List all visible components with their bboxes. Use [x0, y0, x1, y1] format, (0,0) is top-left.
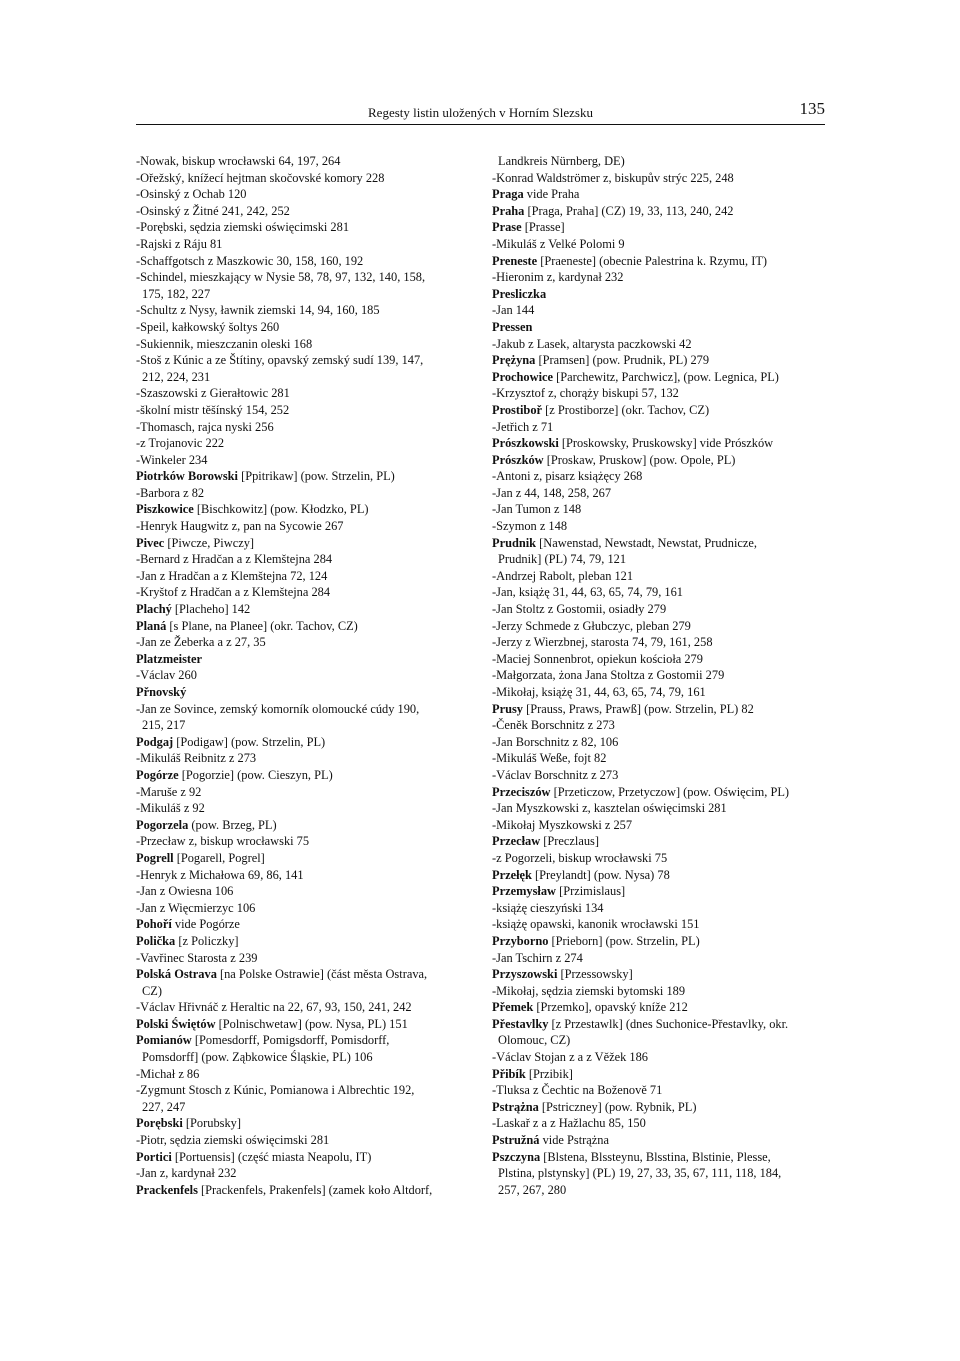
index-entry-line [136, 1165, 476, 1182]
index-headword: Praga [492, 187, 524, 202]
index-entry-line [136, 485, 476, 502]
index-entry-text: [Proskowsky, Pruskowsky] vide Prószków [558, 436, 774, 451]
index-entry-text: (pow. Brzeg, PL) [188, 817, 277, 832]
index-entry-line [136, 551, 476, 568]
index-entry-text: -Jan 144 [492, 303, 535, 318]
index-entry-text: -Mikuláš z Velké Polomi 9 [492, 236, 625, 251]
index-entry-text: -Stoš z Kúnic a ze Štítiny, opavský zemský sudí 139, 147, [136, 353, 424, 368]
index-entry-line [136, 435, 476, 452]
index-entry-line [136, 286, 476, 303]
index-entry-text: Landkreis Nürnberg, DE) [498, 154, 625, 168]
index-headword-line [492, 352, 832, 369]
index-entry-text: [Blstena, Blssteynu, Blsstina, Blstinie, Plesse, [540, 1149, 771, 1164]
index-entry-line [136, 634, 476, 651]
index-headword-line [492, 883, 832, 900]
index-entry-text: [Placheho] 142 [171, 602, 251, 617]
index-headword: Pszczyna [492, 1149, 541, 1164]
index-headword-line [492, 933, 832, 950]
index-entry-text: -Čeněk Borschnitz z 273 [492, 718, 615, 733]
index-headword-line [136, 601, 476, 618]
index-entry-text: -Maruše z 92 [136, 784, 202, 799]
index-entry-text: [z Prostiborze] (okr. Tachov, CZ) [542, 402, 710, 417]
index-entry-text: -Jerzy z Wierzbnej, starosta 74, 79, 161, 258 [492, 635, 713, 650]
index-entry-line [136, 236, 476, 253]
index-headword: Přemek [492, 1000, 534, 1015]
index-headword: Preneste [492, 253, 538, 268]
index-headword: Portici [136, 1149, 172, 1164]
index-entry-text: 227, 247 [142, 1099, 186, 1114]
index-entry-text: -Barbora z 82 [136, 485, 205, 500]
index-headword-line [136, 1149, 476, 1166]
index-headword-line [136, 734, 476, 751]
index-entry-text: -Hieronim z, kardynał 232 [492, 270, 624, 285]
index-headword: Prószkowski [492, 436, 559, 451]
index-entry-line [492, 419, 832, 436]
index-headword-line [136, 618, 476, 635]
index-entry-line [136, 253, 476, 270]
index-entry-text: -Jan Borschnitz z 82, 106 [492, 734, 619, 749]
index-headword-line [136, 501, 476, 518]
index-entry-text: 257, 267, 280 [498, 1182, 567, 1197]
index-entry-line [136, 883, 476, 900]
index-entry-line [136, 219, 476, 236]
index-entry-text: -Speil, kałkowský šoltys 260 [136, 319, 280, 334]
index-entry-line [136, 999, 476, 1016]
index-entry-text: -Mikuláš Weße, fojt 82 [492, 751, 607, 766]
index-entry-text: [Pogorzie] (pow. Cieszyn, PL) [178, 767, 333, 782]
index-headword-line [492, 1099, 832, 1116]
index-headword: Polski Świętów [136, 1016, 216, 1031]
index-entry-text: [Przeticzow, Przetyczow] (pow. Oświęcim, PL) [550, 784, 790, 799]
index-entry-text: 215, 217 [142, 718, 186, 733]
index-entry-text: -Laskař z a z Hažlachu 85, 150 [492, 1116, 646, 1131]
index-entry-text: -Szaszowski z Gierałtowic 281 [136, 386, 290, 401]
index-headword: Przeciszów [492, 784, 551, 799]
index-entry-line [492, 1082, 832, 1099]
index-entry-line [136, 336, 476, 353]
index-entry-line [136, 419, 476, 436]
index-entry-text: -Vavřinec Starosta z 239 [136, 950, 258, 965]
index-headword: Pohoří [136, 917, 172, 932]
index-entry-text: -Mikołaj, książę 31, 44, 63, 65, 74, 79, 161 [492, 685, 706, 699]
index-column-left [136, 153, 476, 1198]
index-entry-text: -książę cieszyński 134 [492, 900, 604, 915]
index-headword-line [136, 1182, 476, 1199]
index-column-right [492, 153, 832, 1198]
index-headword-line [492, 867, 832, 884]
index-entry-text: -Jan z Owiesna 106 [136, 884, 234, 899]
index-entry-line [492, 518, 832, 535]
index-entry-text: -školní mistr těšínský 154, 252 [136, 402, 290, 417]
index-entry-text: [Preylandt] (pow. Nysa) 78 [531, 867, 670, 882]
index-entry-line [136, 1082, 476, 1099]
index-entry-text: -Jan ze Sovince, zemský komorník olomoucké cúdy 190, [136, 701, 420, 716]
index-entry-text: -Jan z Hradčan a z Klemštejna 72, 124 [136, 568, 328, 583]
index-entry-line [136, 203, 476, 220]
index-entry-text: vide Praha [523, 187, 580, 202]
index-entry-line [492, 153, 832, 170]
index-entry-line [136, 1049, 476, 1066]
index-headword: Presliczka [492, 286, 547, 301]
index-headword-line [492, 186, 832, 203]
index-entry-line [136, 800, 476, 817]
index-entry-text: [Prackenfels, Prakenfels] (zamek koło Altdorf, [197, 1182, 433, 1197]
index-entry-text: 212, 224, 231 [142, 369, 211, 384]
index-entry-text: -Bernard z Hradčan a z Klemštejna 284 [136, 552, 333, 567]
index-entry-line [136, 1132, 476, 1149]
index-entry-text: -Schaffgotsch z Maszkowic 30, 158, 160, 192 [136, 253, 364, 268]
index-entry-text: -Osinský z Žitné 241, 242, 252 [136, 203, 290, 218]
index-entry-line [492, 1182, 832, 1199]
index-entry-text: -Konrad Waldströmer z, biskupův strýc 225, 248 [492, 170, 734, 185]
index-entry-text: [z Przestawlk] (dnes Suchonice-Přestavlky, okr. [548, 1016, 789, 1031]
index-entry-line [136, 518, 476, 535]
index-entry-text: -Henryk z Michałowa 69, 86, 141 [136, 867, 304, 882]
index-headword: Planá [136, 618, 167, 633]
index-entry-text: -książę opawski, kanonik wrocławski 151 [492, 917, 700, 932]
index-entry-line [136, 584, 476, 601]
running-title: Regesty listin uložených v Horním Slezsku [368, 105, 593, 120]
index-entry-text: -Schindel, mieszkający w Nysie 58, 78, 97, 132, 140, 158, [136, 270, 426, 285]
index-entry-text: -Mikołaj Myszkowski z 257 [492, 817, 633, 832]
index-entry-text: -Szymon z 148 [492, 519, 568, 534]
index-entry-line [136, 170, 476, 187]
index-entry-text: vide Pstrążna [539, 1133, 610, 1148]
index-entry-text: [Proskaw, Pruskow] (pow. Opole, PL) [543, 452, 736, 467]
index-headword: Przyborno [492, 933, 549, 948]
index-headword-line [136, 468, 476, 485]
index-headword: Przełęk [492, 867, 532, 882]
index-entry-line [136, 1099, 476, 1116]
index-headword-line [492, 319, 832, 336]
index-headword: Přestavlky [492, 1016, 549, 1031]
index-entry-text: -Andrzej Rabolt, pleban 121 [492, 568, 634, 583]
index-entry-text: Pomsdorff] (pow. Ząbkowice Śląskie, PL) 106 [142, 1050, 373, 1065]
index-headword-line [492, 1149, 832, 1166]
index-headword: Porębski [136, 1116, 183, 1131]
index-entry-line [492, 1049, 832, 1066]
index-entry-line [492, 717, 832, 734]
index-headword-line [136, 1016, 476, 1033]
index-headword: Pogórze [136, 767, 179, 782]
index-entry-text: -Przecław z, biskup wrocławski 75 [136, 834, 310, 849]
index-entry-line [136, 667, 476, 684]
page-header [136, 100, 825, 125]
index-entry-text: -Kryštof z Hradčan a z Klemštejna 284 [136, 585, 331, 600]
index-entry-text: vide Pogórze [171, 917, 240, 932]
index-entry-line [136, 302, 476, 319]
index-entry-line [492, 501, 832, 518]
index-headword-line [492, 286, 832, 303]
index-entry-text: [Parchewitz, Parchwicz], (pow. Legnica, PL) [553, 369, 779, 384]
index-headword-line [492, 402, 832, 419]
index-entry-text: -Osinský z Ochab 120 [136, 187, 247, 202]
index-headword: Prusy [492, 701, 523, 716]
index-entry-line [492, 800, 832, 817]
index-entry-text: -Jan ze Žeberka a z 27, 35 [136, 635, 266, 650]
index-headword-line [492, 535, 832, 552]
index-headword: Przecław [492, 834, 541, 849]
index-entry-text: -Václav 260 [136, 668, 197, 683]
index-entry-line [492, 983, 832, 1000]
index-entry-line [136, 369, 476, 386]
index-entry-text: -Michał z 86 [136, 1066, 200, 1081]
index-headword-line [136, 1032, 476, 1049]
index-entry-text: [s Plane, na Planee] (okr. Tachov, CZ) [166, 618, 358, 633]
index-entry-line [492, 817, 832, 834]
index-entry-line [136, 186, 476, 203]
index-entry-text: -Jan Tumon z 148 [492, 502, 582, 517]
index-entry-text: -Jetřich z 71 [492, 419, 554, 434]
index-entry-text: [Bischkowitz] (pow. Kłodzko, PL) [193, 502, 369, 517]
index-entry-line [492, 1115, 832, 1132]
index-headword: Pomianów [136, 1033, 192, 1048]
index-entry-line [492, 634, 832, 651]
index-entry-line [492, 336, 832, 353]
index-entry-text: -Porębski, sędzia ziemski oświęcimski 281 [136, 220, 350, 235]
index-entry-text: -Mikuláš z 92 [136, 801, 205, 816]
index-entry-text: -Nowak, biskup wrocławski 64, 197, 264 [136, 154, 341, 168]
index-entry-line [136, 402, 476, 419]
index-entry-line [492, 767, 832, 784]
index-entry-text: Olomouc, CZ) [498, 1033, 571, 1048]
index-headword-line [136, 916, 476, 933]
index-headword-line [136, 1115, 476, 1132]
index-headword: Przemysław [492, 884, 556, 899]
index-headword: Pressen [492, 319, 533, 334]
index-entry-text: [Porubsky] [182, 1116, 241, 1131]
index-headword: Podgaj [136, 734, 174, 749]
index-entry-text: -Schultz z Nysy, ławnik ziemski 14, 94, 160, 185 [136, 303, 380, 318]
index-entry-line [492, 468, 832, 485]
index-headword-line [136, 767, 476, 784]
index-headword-line [492, 203, 832, 220]
index-entry-text: -Małgorzata, żona Jana Stoltza z Gostomii 279 [492, 668, 725, 683]
index-entry-text: [Preczlaus] [540, 834, 599, 849]
index-headword: Přibík [492, 1066, 526, 1081]
index-headword: Polička [136, 933, 176, 948]
index-entry-text: -Jan, książę 31, 44, 63, 65, 74, 79, 161 [492, 585, 683, 600]
index-entry-text: -Jakub z Lasek, altarysta paczkowski 42 [492, 336, 692, 351]
index-entry-line [136, 717, 476, 734]
page-number: 135 [799, 99, 825, 118]
index-headword: Platzmeister [136, 651, 203, 666]
index-entry-text: -Ořežský, knížecí hejtman skočovské komory 228 [136, 170, 385, 185]
index-entry-line [136, 452, 476, 469]
index-entry-line [136, 1066, 476, 1083]
index-entry-line [492, 651, 832, 668]
index-entry-text: -Krzysztof z, chorąży biskupi 57, 132 [492, 386, 679, 401]
index-entry-text: [Nawenstad, Newstadt, Newstat, Prudnicze, [536, 535, 757, 550]
index-entry-text: -Winkeler 234 [136, 452, 208, 467]
index-entry-text: [Polnischwetaw] (pow. Nysa, PL) 151 [215, 1016, 408, 1031]
index-entry-line [136, 900, 476, 917]
index-headword: Prackenfels [136, 1182, 198, 1197]
index-entry-text: 175, 182, 227 [142, 286, 211, 301]
index-entry-line [492, 684, 832, 701]
index-entry-text: [Pramsen] (pow. Prudnik, PL) 279 [535, 353, 710, 368]
index-entry-text: -Jan Stoltz z Gostomii, osiadły 279 [492, 602, 667, 617]
index-entry-line [492, 385, 832, 402]
index-entry-text: [Przessowsky] [557, 967, 633, 982]
index-entry-text: -Zygmunt Stosch z Kúnic, Pomianowa i Albrechtic 192, [136, 1083, 415, 1098]
index-headword-line [492, 1132, 832, 1149]
index-entry-text: -Jan z, kardynał 232 [136, 1166, 237, 1181]
index-entry-text: -Henryk Haugwitz z, pan na Sycowie 267 [136, 519, 344, 534]
index-entry-text: [Pogarell, Pogrel] [173, 850, 265, 865]
index-entry-text: -Mikuláš Reibnitz z 273 [136, 751, 257, 766]
index-entry-line [136, 352, 476, 369]
index-entry-text: -Jan z 44, 148, 258, 267 [492, 485, 612, 500]
index-entry-line [136, 385, 476, 402]
index-headword-line [136, 684, 476, 701]
index-entry-text: [Podigaw] (pow. Strzelin, PL) [173, 734, 326, 749]
index-headword: Prószków [492, 452, 544, 467]
index-headword-line [492, 219, 832, 236]
index-entry-text: [Portuensis] (część miasta Neapolu, IT) [171, 1149, 372, 1164]
index-headword-line [136, 535, 476, 552]
index-headword-line [492, 966, 832, 983]
index-entry-text: -Tluksa z Čechtic na Boženově 71 [492, 1083, 663, 1098]
index-entry-text: [z Policzky] [175, 933, 239, 948]
index-entry-text: -Maciej Sonnenbrot, opiekun kościoła 279 [492, 651, 703, 666]
index-entry-line [492, 485, 832, 502]
index-entry-line [492, 734, 832, 751]
index-headword: Prężyna [492, 353, 536, 368]
index-entry-line [136, 153, 476, 170]
index-entry-line [136, 701, 476, 718]
index-headword-line [492, 784, 832, 801]
index-headword-line [136, 966, 476, 983]
index-entry-line [492, 900, 832, 917]
index-headword-line [136, 933, 476, 950]
index-headword-line [492, 833, 832, 850]
index-entry-text: [Prasse] [521, 220, 565, 235]
index-entry-line [492, 551, 832, 568]
index-entry-line [492, 302, 832, 319]
index-entry-text: -Piotr, sędzia ziemski oświęcimski 281 [136, 1133, 330, 1148]
index-entry-text: -Rajski z Ráju 81 [136, 236, 223, 251]
index-headword: Polská Ostrava [136, 967, 217, 982]
index-entry-text: -Jan Tschirn z 274 [492, 950, 583, 965]
index-headword-line [136, 817, 476, 834]
index-entry-line [136, 319, 476, 336]
index-headword: Przyszowski [492, 967, 558, 982]
index-headword: Prochowice [492, 369, 554, 384]
index-entry-text: [Praeneste] (obecnie Palestrina k. Rzymu, IT) [537, 253, 768, 268]
index-headword: Prase [492, 220, 522, 235]
index-entry-text: [Piwcze, Piwczy] [164, 535, 255, 550]
index-entry-line [492, 950, 832, 967]
index-entry-line [492, 850, 832, 867]
index-entry-text: [Pomesdorff, Pomigsdorff, Pomisdorff, [191, 1033, 390, 1048]
index-entry-text: -Sukiennik, mieszczanin oleski 168 [136, 336, 313, 351]
index-headword-line [492, 253, 832, 270]
index-entry-line [136, 867, 476, 884]
index-entry-line [136, 833, 476, 850]
index-headword: Pogorzela [136, 817, 189, 832]
index-entry-line [492, 269, 832, 286]
index-headword: Plachý [136, 602, 172, 617]
index-headword-line [492, 999, 832, 1016]
index-entry-text: -Mikołaj, sędzia ziemski bytomski 189 [492, 983, 686, 998]
index-entry-line [492, 236, 832, 253]
index-entry-text: -Václav Stojan z a z Věžek 186 [492, 1050, 648, 1065]
index-entry-line [136, 784, 476, 801]
index-entry-text: -Jan z Więcmierzyc 106 [136, 900, 256, 915]
index-headword-line [492, 369, 832, 386]
index-entry-line [492, 584, 832, 601]
index-entry-text: -Václav Hřivnáč z Heraltic na 22, 67, 93, 150, 241, 242 [136, 1000, 412, 1015]
index-entry-line [136, 269, 476, 286]
index-entry-line [492, 750, 832, 767]
index-entry-text: [Praga, Praha] (CZ) 19, 33, 113, 240, 242 [524, 203, 734, 218]
index-headword-line [492, 1016, 832, 1033]
index-entry-text: [Prauss, Praws, Prawß] (pow. Strzelin, PL) 82 [522, 701, 754, 716]
index-entry-text: [Przemko], opavský kníže 212 [533, 1000, 688, 1015]
index-entry-text: [Przimislaus] [556, 884, 626, 899]
index-entry-text: [Prieborn] (pow. Strzelin, PL) [548, 933, 700, 948]
index-headword-line [492, 452, 832, 469]
index-headword: Praha [492, 203, 525, 218]
index-entry-line [136, 950, 476, 967]
index-headword: Prostiboř [492, 402, 543, 417]
index-headword: Pivec [136, 535, 165, 550]
index-entry-line [492, 1032, 832, 1049]
index-entry-text: [Pstriczney] (pow. Rybnik, PL) [538, 1099, 697, 1114]
index-entry-text: -Antoni z, pisarz książęcy 268 [492, 469, 643, 484]
index-entry-line [492, 916, 832, 933]
index-entry-text: -Václav Borschnitz z 273 [492, 767, 619, 782]
index-entry-line [136, 983, 476, 1000]
index-entry-line [492, 170, 832, 187]
index-entry-text: -Jan Myszkowski z, kasztelan oświęcimski 281 [492, 801, 727, 816]
index-entry-text: Prudnik] (PL) 74, 79, 121 [498, 552, 627, 567]
index-headword-line [492, 701, 832, 718]
index-entry-line [492, 618, 832, 635]
index-entry-text: -z Trojanovic 222 [136, 436, 225, 451]
index-entry-line [136, 750, 476, 767]
index-entry-line [492, 667, 832, 684]
index-entry-text: [Ppitrikaw] (pow. Strzelin, PL) [238, 469, 395, 484]
index-headword-line [492, 435, 832, 452]
index-entry-line [492, 568, 832, 585]
index-headword-line [136, 850, 476, 867]
index-headword-line [492, 1066, 832, 1083]
index-headword: Pstružná [492, 1133, 540, 1148]
index-headword-line [136, 651, 476, 668]
index-entry-line [136, 568, 476, 585]
index-entry-line [492, 601, 832, 618]
index-headword: Přnovský [136, 685, 187, 699]
index-headword: Pogrell [136, 850, 174, 865]
index-headword: Piszkowice [136, 502, 194, 517]
index-entry-text: Plstina, plstynsky] (PL) 19, 27, 33, 35, 67, 111, 118, 184, [498, 1166, 782, 1181]
index-headword: Piotrków Borowski [136, 469, 238, 484]
index-entry-text: [na Polske Ostrawie] (část města Ostrava, [216, 967, 428, 982]
index-entry-text: -Thomasch, rajca nyski 256 [136, 419, 274, 434]
index-headword: Pstrążna [492, 1099, 539, 1114]
index-entry-text: -Jerzy Schmede z Głubczyc, pleban 279 [492, 618, 691, 633]
index-entry-text: CZ) [142, 983, 162, 998]
index-headword: Prudnik [492, 535, 537, 550]
index-entry-text: -z Pogorzeli, biskup wrocławski 75 [492, 850, 668, 865]
index-entry-line [492, 1165, 832, 1182]
index-entry-text: [Przibik] [525, 1066, 573, 1081]
